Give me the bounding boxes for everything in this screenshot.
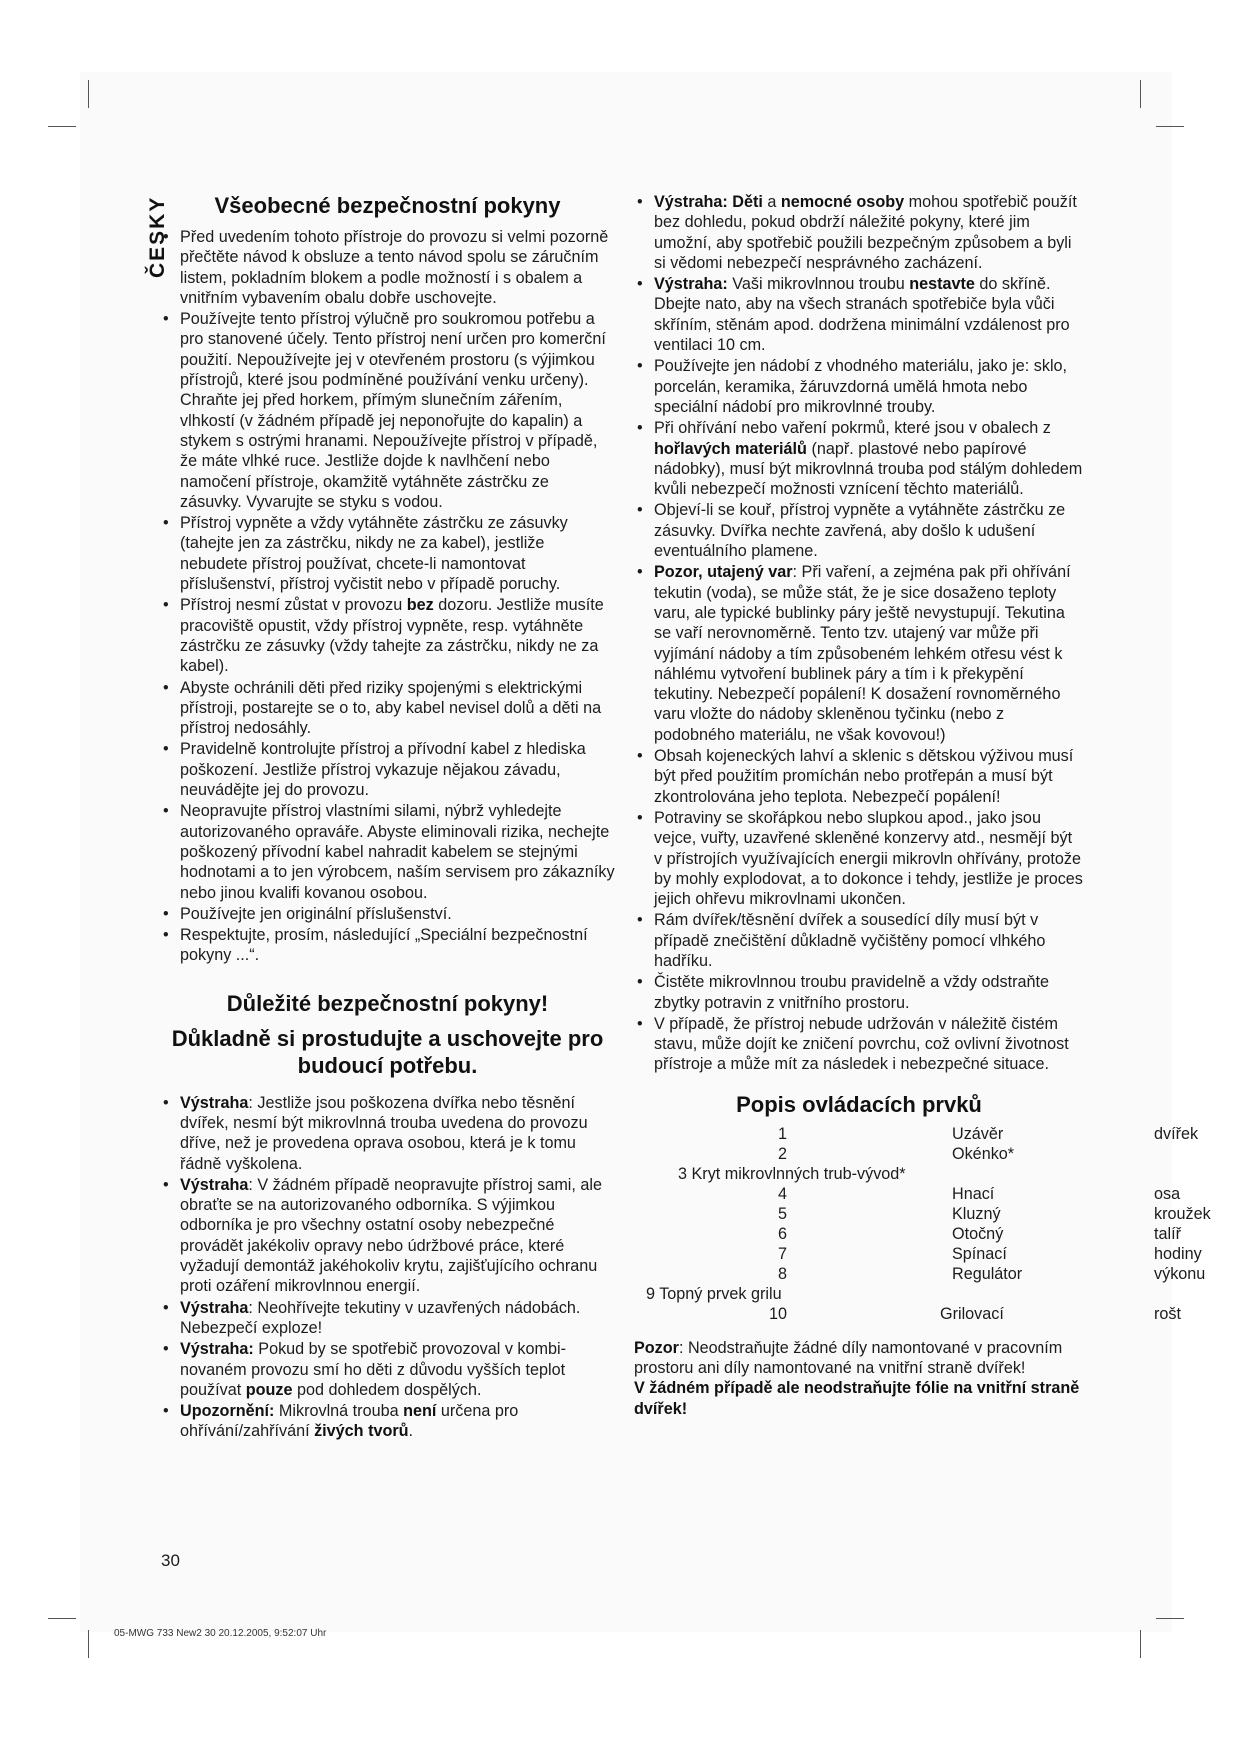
list-item: • Výstraha: Neohřívejte tekutiny v uzavřených nádobách. Nebezpečí exploze! — [160, 1298, 615, 1339]
list-item: • Objeví-li se kouř, přístroj vypněte a vytáhněte zástrčku ze zásuvky. Dvířka nechte zavřená, aby došlo k udušení eventuálního plamene. — [634, 500, 1084, 561]
list-item: • Používejte jen nádobí z vhodného materiálu, jako je: sklo, porcelán, keramika, žáruvzdorná umělá hmota nebo speciální nádobí pro mikrovlnné trouby. — [634, 356, 1084, 417]
page-number: 30 — [161, 1551, 180, 1570]
list-item: • Pravidelně kontrolujte přístroj a přívodní kabel z hlediska poškození. Jestliže přístroj vykazuje nějakou závadu, neuvádějte jej do provozu. — [160, 739, 615, 800]
controls-row: 1 Uzávěr dvířek — [777, 1124, 1199, 1143]
crop-mark — [88, 1630, 89, 1658]
language-label: ČESKY — [146, 195, 169, 278]
controls-row: 10 Grilovací rošt — [769, 1304, 1181, 1323]
controls-row: 5 Kluzný kroužek — [777, 1204, 1211, 1223]
list-item: • Používejte tento přístroj výlučně pro soukromou potřebu a pro stanovené účely. Tento přístroj není určen pro komerční použití. Nepoužívejte jej v otevřeném prostoru (s výjimkou přístrojů, které jsou podmíněné používání venku určeny). Chraňte jej před horkem, přímým slunečním zářením, vlhkostí (v žádném případě jej neponořujte do kapalin) a stykem s ostrými hranami. Nepoužívejte přístroj v případě, že máte vlhké ruce. Jestliže dojde k navlhčení nebo namočení přístroje, okamžitě vytáhněte zástrčku ze zásuvky. Vyvarujte se styku s vodou. — [160, 309, 615, 512]
controls-row: 2 Okénko* — [777, 1144, 1015, 1163]
list-item: • Pozor, utajený var: Při vaření, a zejména pak při ohřívání tekutin (voda), se může stát, že je sice dosaženo teploty varu, ale typické bublinky páry ještě nevystupují. Tekutina se vaří nerovnoměrně. Tento tzv. utajený var může při vyjímání nádoby a tím způsobeném lehkém otřesu vést k náhlému vytvoření bublinek páry a tím i k překypění tekutiny. Nebezpečí popálení! K dosažení rovnoměrného varu vložte do nádoby skleněnou tyčinku (nebo z podobného materiálu, ne však kovovou!) — [634, 562, 1084, 745]
crop-mark — [48, 1618, 76, 1619]
list-item: • Před uvedením tohoto přístroje do provozu si velmi pozorně přečtěte návod k obsluze a tento návod spolu se záručním listem, pokladním blokem a podle možností i s obalem a vnitřním vybavením obalu dobře uschovejte. — [160, 227, 615, 308]
print-footer: 05-MWG 733 New2 30 20.12.2005, 9:52:07 Uhr — [114, 1628, 327, 1639]
left-column — [160, 192, 615, 1443]
list-item: • Při ohřívání nebo vaření pokrmů, které jsou v obalech z hořlavých materiálů (např. plastové nebo papírové nádobky), musí být mikrovlnná trouba pod stálým dohledem kvůli nebezpečí možnosti vznícení těchto materiálů. — [634, 418, 1084, 499]
right-column — [634, 192, 1211, 1419]
warnings-list — [160, 1093, 615, 1442]
general-safety-title: Všeobecné bezpečnostní pokyny — [214, 193, 561, 218]
crop-mark — [1140, 80, 1141, 108]
film-warning: V žádném případě ale neodstraňujte fólie na vnitřní straně dvířek! — [634, 1379, 1080, 1418]
list-item: • Upozornění: Mikrovlná trouba není určena pro ohřívání/zahřívání živých tvorů. — [160, 1401, 615, 1442]
controls-row: 7 Spínací hodiny — [777, 1244, 1202, 1263]
list-item: • Rám dvířek/těsnění dvířek a sousedící díly musí být v případě znečištění důkladně vyčištěny pomocí vlhkého hadříku. — [634, 910, 1084, 971]
list-item: • Neopravujte přístroj vlastními silami, nýbrž vyhledejte autorizovaného opraváře. Abyste eliminovali rizika, nechejte poškozený přívodní kabel nahradit kabelem se stejnými hodnotami a to jen výrobcem, naším servisem pro zákazníky nebo jinou kvalifi kovanou osobou. — [160, 801, 615, 902]
list-item: • Výstraha: Pokud by se spotřebič provozoval v kombinovaném provozu smí ho děti z důvodu vyšších teplot používat pouze pod dohledem dospělých. — [160, 1339, 615, 1400]
crop-mark — [1156, 126, 1184, 127]
study-keep-title: Důkladně si prostudujte a uschovejte pro budoucí potřebu. — [171, 1025, 604, 1078]
list-item: • Čistěte mikrovlnnou troubu pravidelně a vždy odstraňte zbytky potravin z vnitřního prostoru. — [634, 972, 1084, 1013]
list-item: • Přístroj vypněte a vždy vytáhněte zástrčku ze zásuvky (tahejte jen za zástrčku, nikdy ne za kabel), jestliže nebudete přístroj používat, chcete-li namontovat příslušenství, přístroj vyčistit nebo v případě poruchy. — [160, 513, 615, 594]
controls-list — [634, 1124, 1211, 1324]
list-item: • Obsah kojeneckých lahví a sklenic s dětskou výživou musí být před použitím promíchán nebo protřepán a musí být zkontrolována jeho teplota. Nebezpečí popálení! — [634, 746, 1084, 807]
controls-title: Popis ovládacích prvků — [736, 1091, 982, 1117]
list-item: • V případě, že přístroj nebude udržován v náležitě čistém stavu, může dojít ke zničení povrchu, což ovlivní životnost přístroje a může mít za následek i nebezpečné situace. — [634, 1014, 1084, 1075]
list-item: • Výstraha: Vaši mikrovlnnou troubu nestavte do skříně. Dbejte nato, aby na všech stranách spotřebiče byla vůči skříním, stěnám apod. dodržena minimální vzdálenost pro ventilaci 10 cm. — [634, 274, 1084, 355]
list-item: • Potraviny se skořápkou nebo slupkou apod., jako jsou vejce, vuřty, uzavřené skleněné konzervy atd., nesmějí být v přístrojích využívajících energii mikrovln ohřívány, protože by mohly explodovat, a to dokonce i tehdy, jestliže je proces jejich ohřevu mikrovlnami ukončen. — [634, 808, 1084, 909]
crop-mark — [88, 80, 89, 108]
crop-mark — [48, 126, 76, 127]
caution-note: Pozor: Neodstraňujte žádné díly namontované v pracovním prostoru ani díly namontované na vnitřní straně dvířek! — [634, 1338, 1063, 1378]
general-safety-list — [160, 227, 615, 966]
controls-row: 8 Regulátor výkonu — [777, 1264, 1206, 1283]
list-item: • Výstraha: Jestliže jsou poškozena dvířka nebo těsnění dvířek, nesmí být mikrovlnná trouba uvedena do provozu dříve, než je provedena oprava osobou, která je k tomu řádně vyškolena. — [160, 1093, 615, 1174]
list-item: • Abyste ochránili děti před riziky spojenými s elektrickými přístroji, postarejte se o to, aby kabel nevisel dolů a děti na přístroj nedosáhly. — [160, 678, 615, 739]
list-item: • Respektujte, prosím, následující „Speciální bezpečnostní pokyny ...“. — [160, 925, 615, 966]
list-item: • Výstraha: Děti a nemocné osoby mohou spotřebič použít bez dohledu, pokud obdrží náležité pokyny, které jim umožní, aby spotřebič použili bezpečným způsobem a byli si vědomi nebezpečí nesprávného zacházení. — [634, 192, 1084, 273]
controls-row: 4 Hnací osa — [777, 1184, 1181, 1203]
crop-mark — [1140, 1630, 1141, 1658]
important-safety-title: Důležité bezpečnostní pokyny! — [226, 990, 549, 1016]
list-item: • Přístroj nesmí zůstat v provozu bez dozoru. Jestliže musíte pracoviště opustit, vždy přístroj vypněte, resp. vytáhněte zástrčku ze zásuvky (vždy tahejte za zástrčku, nikdy ne za kabel). — [160, 595, 615, 676]
controls-row: 3 Kryt mikrovlnných trub-vývod* — [678, 1164, 906, 1183]
controls-row: 9 Topný prvek grilu — [646, 1284, 782, 1303]
crop-mark — [1156, 1618, 1184, 1619]
list-item: • Používejte jen originální příslušenství. — [160, 904, 615, 924]
list-item: • Výstraha: V žádném případě neopravujte přístroj sami, ale obraťte se na autorizovaného odborníka. S výjimkou odborníka je pro všechny ostatní osoby nebezpečné provádět jakékoliv opravy nebo údržbové práce, které vyžadují demontáž jakéhokoliv krytu, zajišťujícího ochranu proti ozáření mikrovlnnou energií. — [160, 1175, 615, 1297]
controls-row: 6 Otočný talíř — [777, 1224, 1181, 1243]
warnings-list-continued — [634, 192, 1084, 1075]
